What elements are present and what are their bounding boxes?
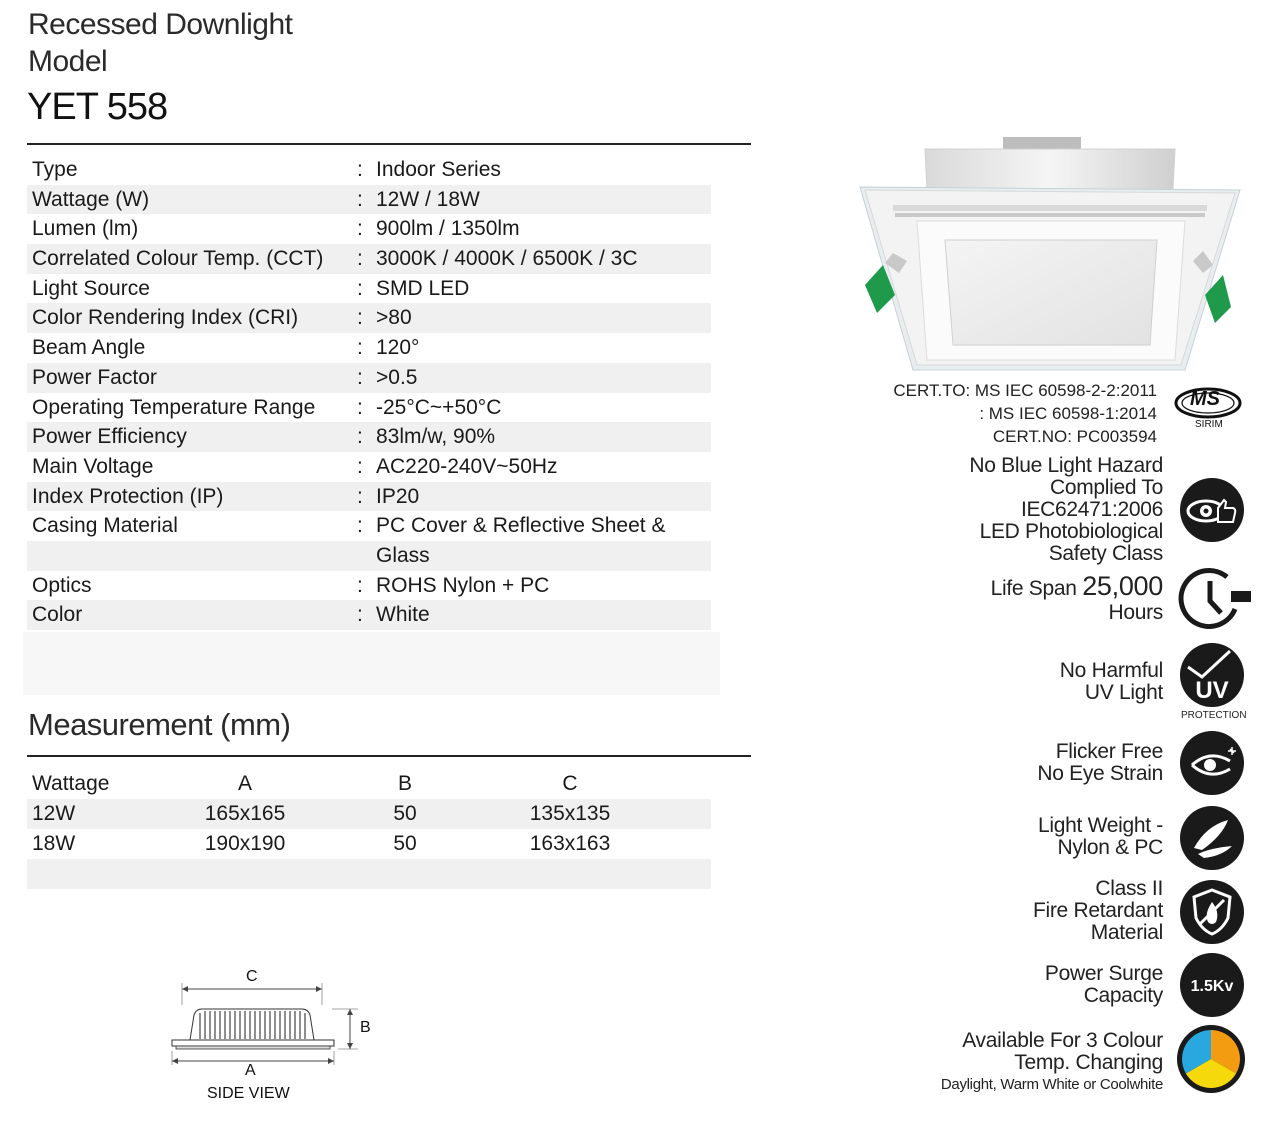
spec-separator: : bbox=[357, 484, 363, 508]
spec-value: Glass bbox=[376, 543, 430, 567]
uv-caption: PROTECTION bbox=[1181, 710, 1247, 721]
surge-capacity-icon bbox=[1180, 953, 1244, 1017]
spec-value: >80 bbox=[376, 306, 412, 330]
spec-row bbox=[27, 155, 711, 185]
feature-text: No Eye Strain bbox=[1037, 762, 1163, 785]
header-c: C bbox=[562, 772, 578, 795]
cert-line-1: CERT.TO: MS IEC 60598-2-2:2011 bbox=[893, 381, 1157, 400]
feature-flicker bbox=[1037, 741, 1163, 785]
spec-value: ROHS Nylon + PC bbox=[376, 573, 550, 597]
spec-separator: : bbox=[357, 306, 363, 330]
spec-separator: : bbox=[357, 217, 363, 241]
spec-row bbox=[27, 541, 711, 571]
feature-text: Temp. Changing bbox=[1014, 1051, 1163, 1074]
spec-row bbox=[27, 452, 711, 482]
cell-c: 135x135 bbox=[529, 802, 611, 825]
header-b: B bbox=[397, 772, 413, 795]
spec-label: Wattage (W) bbox=[32, 187, 150, 211]
feather-icon bbox=[1180, 806, 1244, 870]
spec-separator: : bbox=[357, 395, 363, 419]
feature-text: Safety Class bbox=[1048, 542, 1163, 565]
spec-value: Indoor Series bbox=[376, 158, 501, 181]
dimension-c-label: C bbox=[246, 968, 258, 985]
spec-value: IP20 bbox=[376, 484, 420, 508]
measurement-divider bbox=[27, 755, 751, 757]
life-span-value: 25,000 bbox=[1082, 571, 1163, 601]
spec-value: 83lm/w, 90% bbox=[376, 425, 496, 449]
life-span-unit: Hours bbox=[1108, 601, 1163, 624]
spec-label: Correlated Colour Temp. (CCT) bbox=[32, 247, 324, 271]
feature-blue-light bbox=[969, 455, 1163, 565]
side-view-diagram bbox=[160, 965, 380, 1105]
feature-text: Nylon & PC bbox=[1057, 836, 1163, 859]
spec-row bbox=[27, 571, 711, 601]
feature-text: Light Weight - bbox=[1038, 814, 1163, 837]
spec-value: 3000K / 4000K / 6500K / 3C bbox=[376, 247, 638, 271]
feature-life-span bbox=[990, 571, 1163, 625]
spec-value: >0.5 bbox=[376, 365, 418, 389]
header-a: A bbox=[237, 772, 253, 795]
eye-icon bbox=[1180, 731, 1244, 795]
spec-label: Beam Angle bbox=[32, 336, 146, 360]
spec-value: 120° bbox=[376, 336, 420, 360]
feature-text: No Harmful bbox=[1059, 659, 1163, 682]
surge-icon-text: 1.5Kv bbox=[1190, 978, 1234, 995]
spec-label: Main Voltage bbox=[32, 454, 154, 478]
spec-row bbox=[27, 244, 711, 274]
feature-text: IEC62471:2006 bbox=[1020, 498, 1163, 521]
spec-value: PC Cover & Reflective Sheet & bbox=[376, 514, 666, 538]
spec-value: AC220-240V~50Hz bbox=[376, 454, 558, 478]
model-heading: Model bbox=[28, 45, 108, 78]
sirim-caption: SIRIM bbox=[1195, 419, 1223, 430]
spec-separator: : bbox=[357, 365, 363, 389]
product-category-title: Recessed Downlight bbox=[28, 8, 293, 41]
product-image bbox=[855, 135, 1250, 375]
cell-c: 163x163 bbox=[529, 832, 611, 855]
feature-text: LED Photobiological bbox=[979, 520, 1163, 543]
uv-protection-icon bbox=[1180, 643, 1244, 707]
side-view-drawing bbox=[160, 965, 380, 1105]
spec-row bbox=[27, 185, 711, 215]
cell-a: 165x165 bbox=[204, 802, 286, 825]
header-divider bbox=[27, 143, 751, 145]
ms-logo-text: MS bbox=[1190, 388, 1220, 410]
feature-text: No Blue Light Hazard bbox=[969, 454, 1163, 477]
cert-line-2: : MS IEC 60598-1:2014 bbox=[979, 404, 1157, 423]
spec-separator: : bbox=[357, 573, 363, 597]
feature-text: Available For 3 Colour bbox=[962, 1029, 1163, 1052]
spec-row bbox=[27, 274, 711, 304]
life-span-line bbox=[990, 571, 1163, 601]
spec-separator: : bbox=[357, 514, 363, 538]
cell-a: 190x190 bbox=[204, 832, 286, 855]
header-wattage: Wattage bbox=[32, 772, 110, 795]
cell-wattage: 12W bbox=[32, 802, 76, 825]
feature-power-surge bbox=[1045, 963, 1163, 1007]
eye-thumbs-up-icon bbox=[1180, 478, 1244, 542]
measurement-title: Measurement (mm) bbox=[28, 707, 291, 742]
spec-row bbox=[27, 333, 711, 363]
spec-table-footer bbox=[23, 632, 720, 695]
spec-value: 900lm / 1350lm bbox=[376, 217, 520, 241]
feature-text: UV Light bbox=[1084, 681, 1163, 704]
feature-text: Class II bbox=[1095, 877, 1163, 900]
spec-row bbox=[27, 214, 711, 244]
spec-label: Light Source bbox=[32, 276, 150, 300]
spec-separator: : bbox=[357, 187, 363, 211]
clock-icon bbox=[1177, 565, 1257, 633]
spec-separator: : bbox=[357, 454, 363, 478]
spec-label: Casing Material bbox=[32, 514, 178, 538]
cell-b: 50 bbox=[393, 802, 417, 825]
feature-colour-temp bbox=[941, 1030, 1163, 1096]
spec-row bbox=[27, 363, 711, 393]
spec-separator: : bbox=[357, 603, 363, 627]
spec-value: -25°C~+50°C bbox=[376, 395, 502, 419]
cell-wattage: 18W bbox=[32, 832, 76, 855]
feature-text: Fire Retardant bbox=[1032, 899, 1163, 922]
spec-row bbox=[27, 482, 711, 512]
table-row bbox=[27, 799, 711, 829]
feature-light-weight bbox=[1038, 815, 1163, 859]
sirim-ms-logo bbox=[1173, 383, 1243, 433]
dimension-a-label: A bbox=[245, 1062, 256, 1079]
spec-row bbox=[27, 600, 711, 630]
spec-label: Power Efficiency bbox=[32, 425, 187, 449]
spec-label: Optics bbox=[32, 573, 92, 597]
cell-b: 50 bbox=[393, 832, 417, 855]
spec-value: 12W / 18W bbox=[376, 187, 480, 211]
spec-label: Color bbox=[32, 603, 83, 627]
colour-note: Daylight, Warm White or Coolwhite bbox=[940, 1076, 1163, 1093]
measurement-table bbox=[27, 769, 711, 889]
model-code: YET 558 bbox=[27, 86, 168, 128]
spec-row bbox=[27, 393, 711, 423]
table-row bbox=[27, 829, 711, 859]
feature-text: Material bbox=[1090, 921, 1163, 944]
feature-fire-retardant bbox=[1033, 878, 1163, 944]
spec-label: Index Protection (IP) bbox=[32, 484, 224, 508]
feature-uv bbox=[1060, 660, 1163, 704]
feature-text: Complied To bbox=[1049, 476, 1163, 499]
spec-separator: : bbox=[357, 425, 363, 449]
spec-separator: : bbox=[357, 158, 363, 181]
spec-value: SMD LED bbox=[376, 276, 470, 300]
feature-text: Power Surge bbox=[1044, 962, 1163, 985]
side-view-caption: SIDE VIEW bbox=[207, 1085, 290, 1102]
dimension-b-label: B bbox=[360, 1019, 371, 1036]
spec-row bbox=[27, 511, 711, 541]
spec-value: White bbox=[376, 603, 430, 627]
spec-separator: : bbox=[357, 276, 363, 300]
cert-line-3: CERT.NO: PC003594 bbox=[992, 427, 1157, 446]
spec-label: Color Rendering Index (CRI) bbox=[32, 306, 299, 330]
measurement-header-row bbox=[27, 769, 711, 799]
uv-icon-text: UV bbox=[1195, 677, 1229, 704]
spec-separator: : bbox=[357, 336, 363, 360]
feature-text: Capacity bbox=[1083, 984, 1163, 1007]
table-row-empty bbox=[27, 859, 711, 889]
spec-table bbox=[27, 155, 711, 630]
spec-row bbox=[27, 303, 711, 333]
spec-label: Operating Temperature Range bbox=[32, 395, 316, 419]
spec-label: Type bbox=[32, 158, 78, 181]
colour-temp-icon bbox=[1175, 1023, 1247, 1095]
life-span-prefix: Life Span bbox=[990, 577, 1077, 600]
spec-separator: : bbox=[357, 247, 363, 271]
spec-label: Lumen (lm) bbox=[32, 217, 139, 241]
spec-label: Power Factor bbox=[32, 365, 157, 389]
feature-text: Flicker Free bbox=[1055, 740, 1163, 763]
fire-shield-icon bbox=[1180, 880, 1244, 944]
spec-row bbox=[27, 422, 711, 452]
